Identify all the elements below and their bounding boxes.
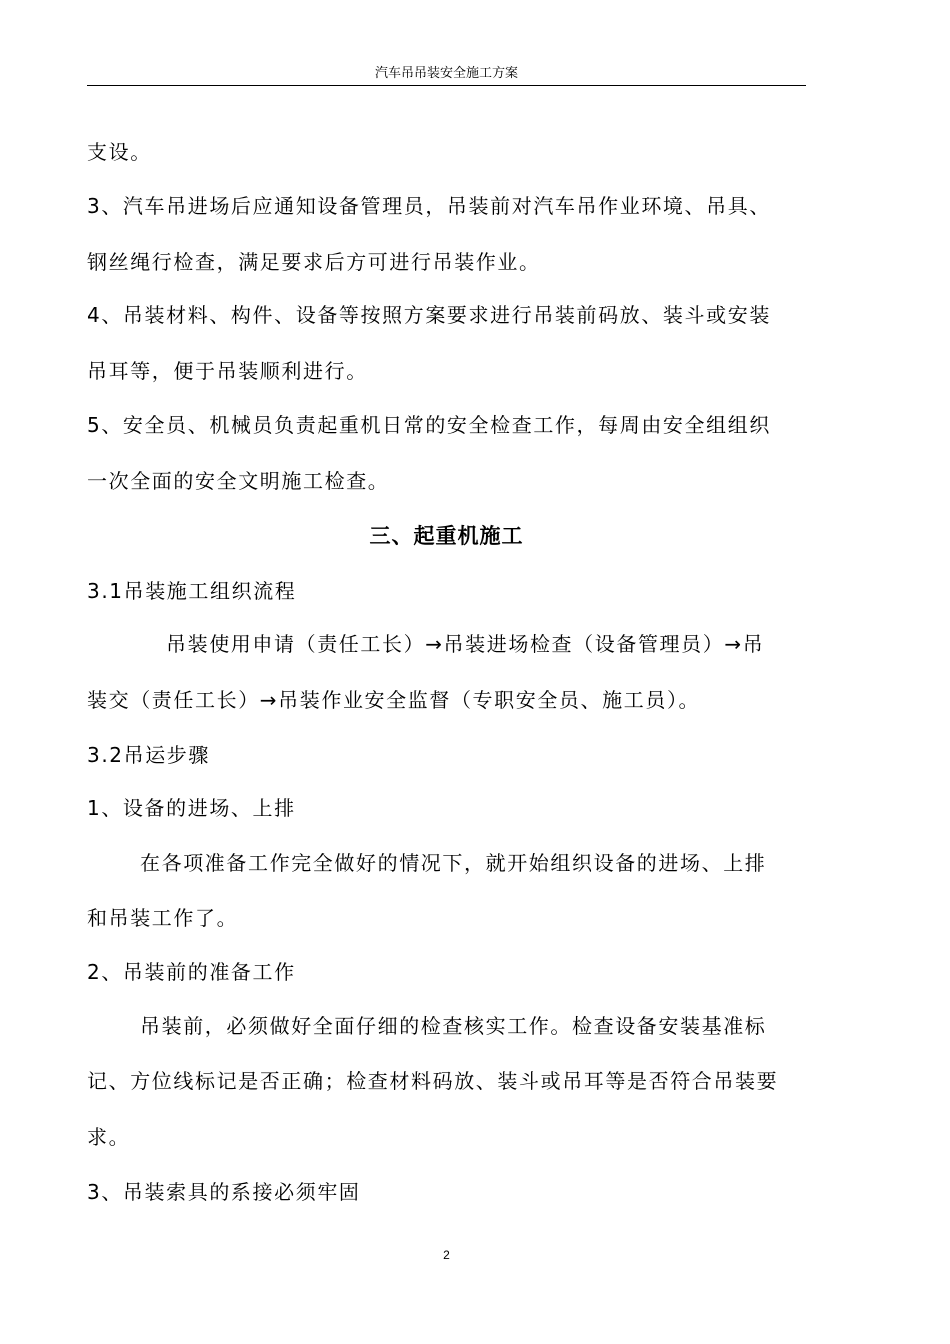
list-item-heading: 2、吊装前的准备工作 (87, 960, 296, 984)
body-line: 一次全面的安全文明施工检查。 (87, 469, 390, 493)
page-header-title: 汽车吊吊装安全施工方案 (374, 66, 518, 81)
body-line: 装交（责任工长）→吊装作业安全监督（专职安全员、施工员）。 (87, 688, 701, 712)
body-line: 吊装使用申请（责任工长）→吊装进场检查（设备管理员）→吊 (166, 632, 765, 656)
body-line: 钢丝绳行检查，满足要求后方可进行吊装作业。 (87, 250, 541, 274)
header-divider (87, 85, 806, 86)
body-line: 记、方位线标记是否正确；检查材料码放、装斗或吊耳等是否符合吊装要 (87, 1069, 779, 1093)
subsection-heading: 3.2吊运步骤 (87, 743, 211, 767)
list-item-heading: 3、吊装索具的系接必须牢固 (87, 1180, 361, 1204)
body-line: 和吊装工作了。 (87, 906, 239, 930)
section-heading: 三、起重机施工 (369, 524, 524, 548)
subsection-heading: 3.1吊装施工组织流程 (87, 579, 297, 603)
list-item-heading: 1、设备的进场、上排 (87, 796, 296, 820)
body-line: 5、安全员、机械员负责起重机日常的安全检查工作，每周由安全组组织 (87, 413, 771, 437)
body-line: 4、吊装材料、构件、设备等按照方案要求进行吊装前码放、装斗或安装 (87, 303, 771, 327)
body-line: 支设。 (87, 140, 152, 164)
body-line: 求。 (87, 1125, 131, 1149)
page-number: 2 (443, 1248, 450, 1262)
body-line: 吊耳等，便于吊装顺利进行。 (87, 359, 368, 383)
body-line: 3、汽车吊进场后应通知设备管理员，吊装前对汽车吊作业环境、吊具、 (87, 194, 771, 218)
body-line: 吊装前，必须做好全面仔细的检查核实工作。检查设备安装基准标 (140, 1014, 767, 1038)
body-line: 在各项准备工作完全做好的情况下，就开始组织设备的进场、上排 (140, 851, 767, 875)
